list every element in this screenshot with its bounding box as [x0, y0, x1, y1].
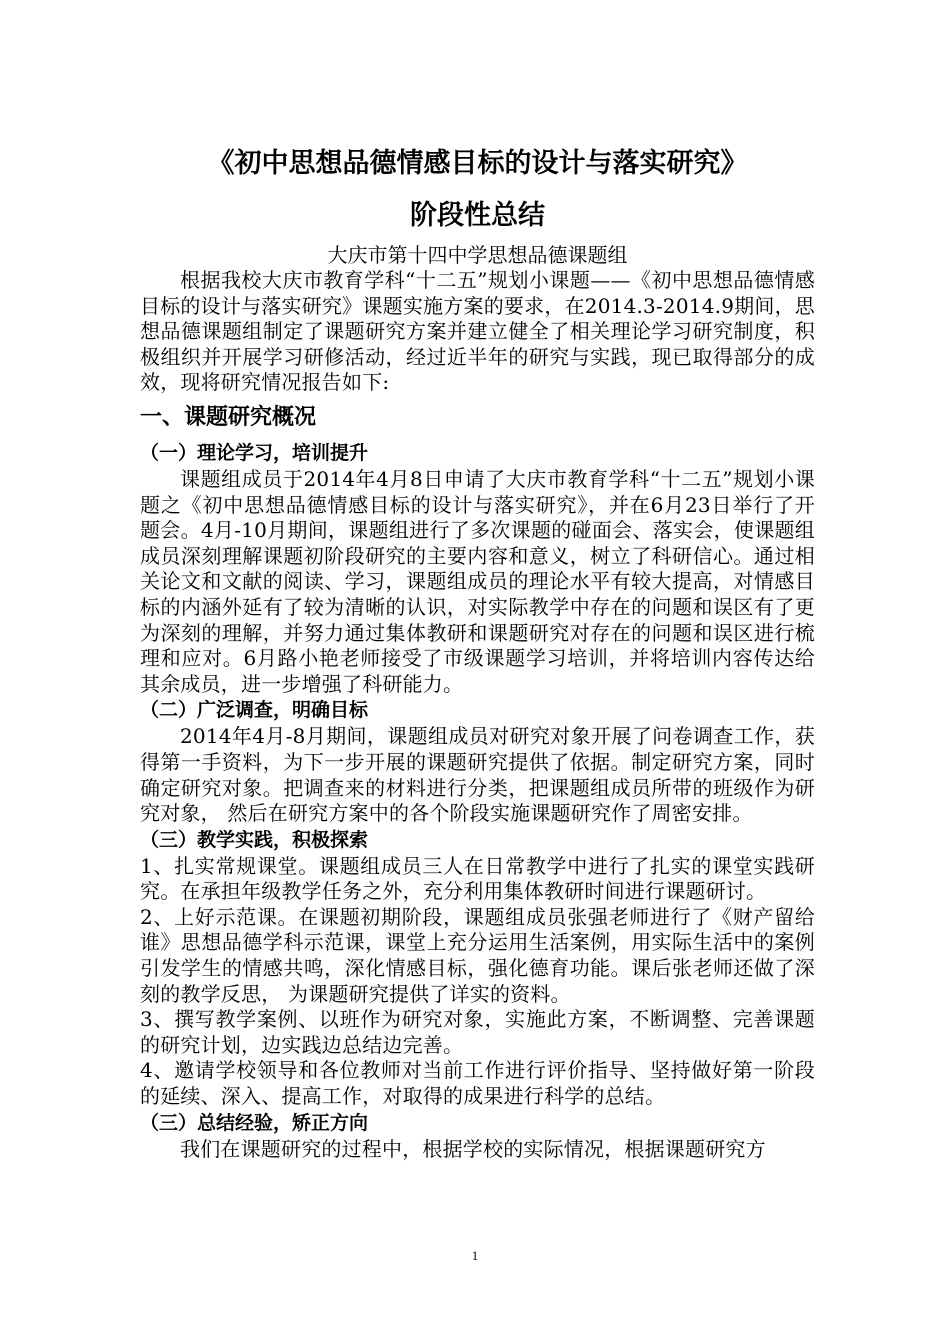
list-item-practice-4: 4、邀请学校领导和各位教师对当前工作进行评价指导、坚持做好第一阶段的延续、深入、提高工作，对取得的成果进行科学的总结。 — [140, 1058, 815, 1109]
subsection-heading-practice: （三）教学实践，积极探索 — [140, 828, 369, 851]
document-page — [140, 140, 815, 1162]
document-subtitle: 阶段性总结 — [410, 200, 545, 231]
paragraph-theory: 课题组成员于2014年4月8日申请了大庆市教育学科“十二五”规划小课题之《初中思想品德情感目标的设计与落实研究》，并在6月23日举行了开题会。4月-10月期间，课题组进行了多次课题的碰面会、落实会，使课题组成员深刻理解课题初阶段研究的主要内容和意义，树立了科研信心。通过相关论文和文献的阅读、学习，课题组成员的理论水平有较大提高，对情感目标的内涵外延有了较为清晰的认识，对实际教学中存在的问题和误区有了更为深刻的理解，并努力通过集体教研和课题研究对存在的问题和误区进行梳理和应对。6月路小艳老师接受了市级课题学习培训，并将培训内容传达给其余成员，进一步增强了科研能力。 — [140, 466, 815, 696]
page-number: 1 — [471, 1248, 479, 1263]
list-item-practice-1: 1、扎实常规课堂。课题组成员三人在日常教学中进行了扎实的课堂实践研究。在承担年级教学任务之外，充分利用集体教研时间进行课题研讨。 — [140, 853, 815, 904]
paragraph-survey: 2014年4月-8月期间，课题组成员对研究对象开展了问卷调查工作，获得第一手资料，为下一步开展的课题研究提供了依据。制定研究方案，同时确定研究对象。把调查来的材料进行分类，把课题组成员所带的班级作为研究对象， 然后在研究方案中的各个阶段实施课题研究作了周密安排。 — [140, 724, 815, 826]
list-item-practice-2: 2、上好示范课。在课题初期阶段，课题组成员张强老师进行了《财产留给谁》思想品德学科示范课，课堂上充分运用生活案例，用实际生活中的案例引发学生的情感共鸣，深化情感目标，强化德育功能。课后张老师还做了深刻的教学反思， 为课题研究提供了详实的资料。 — [140, 904, 815, 1006]
paragraph-summary: 我们在课题研究的过程中，根据学校的实际情况，根据课题研究方 — [180, 1136, 766, 1161]
subsection-heading-theory: （一）理论学习，培训提升 — [140, 441, 369, 464]
intro-paragraph: 根据我校大庆市教育学科“十二五”规划小课题——《初中思想品德情感目标的设计与落实研究》课题实施方案的要求，在2014.3-2014.9期间，思想品德课题组制定了课题研究方案并建立健全了相关理论学习研究制度，积极组织并开展学习研修活动，经过近半年的研究与实践，现已取得部分的成效，现将研究情况报告如下: — [140, 268, 815, 395]
subsection-heading-summary: （三）总结经验，矫正方向 — [140, 1111, 369, 1134]
section-heading: 一、课题研究概况 — [140, 404, 317, 430]
list-item-practice-3: 3、撰写教学案例、以班作为研究对象，实施此方案，不断调整、完善课题的研究计划，边实践边总结边完善。 — [140, 1007, 815, 1057]
document-author: 大庆市第十四中学思想品德课题组 — [327, 243, 628, 267]
document-title: 《初中思想品德情感目标的设计与落实研究》 — [207, 148, 748, 179]
subsection-heading-survey: （二）广泛调查，明确目标 — [140, 699, 369, 722]
